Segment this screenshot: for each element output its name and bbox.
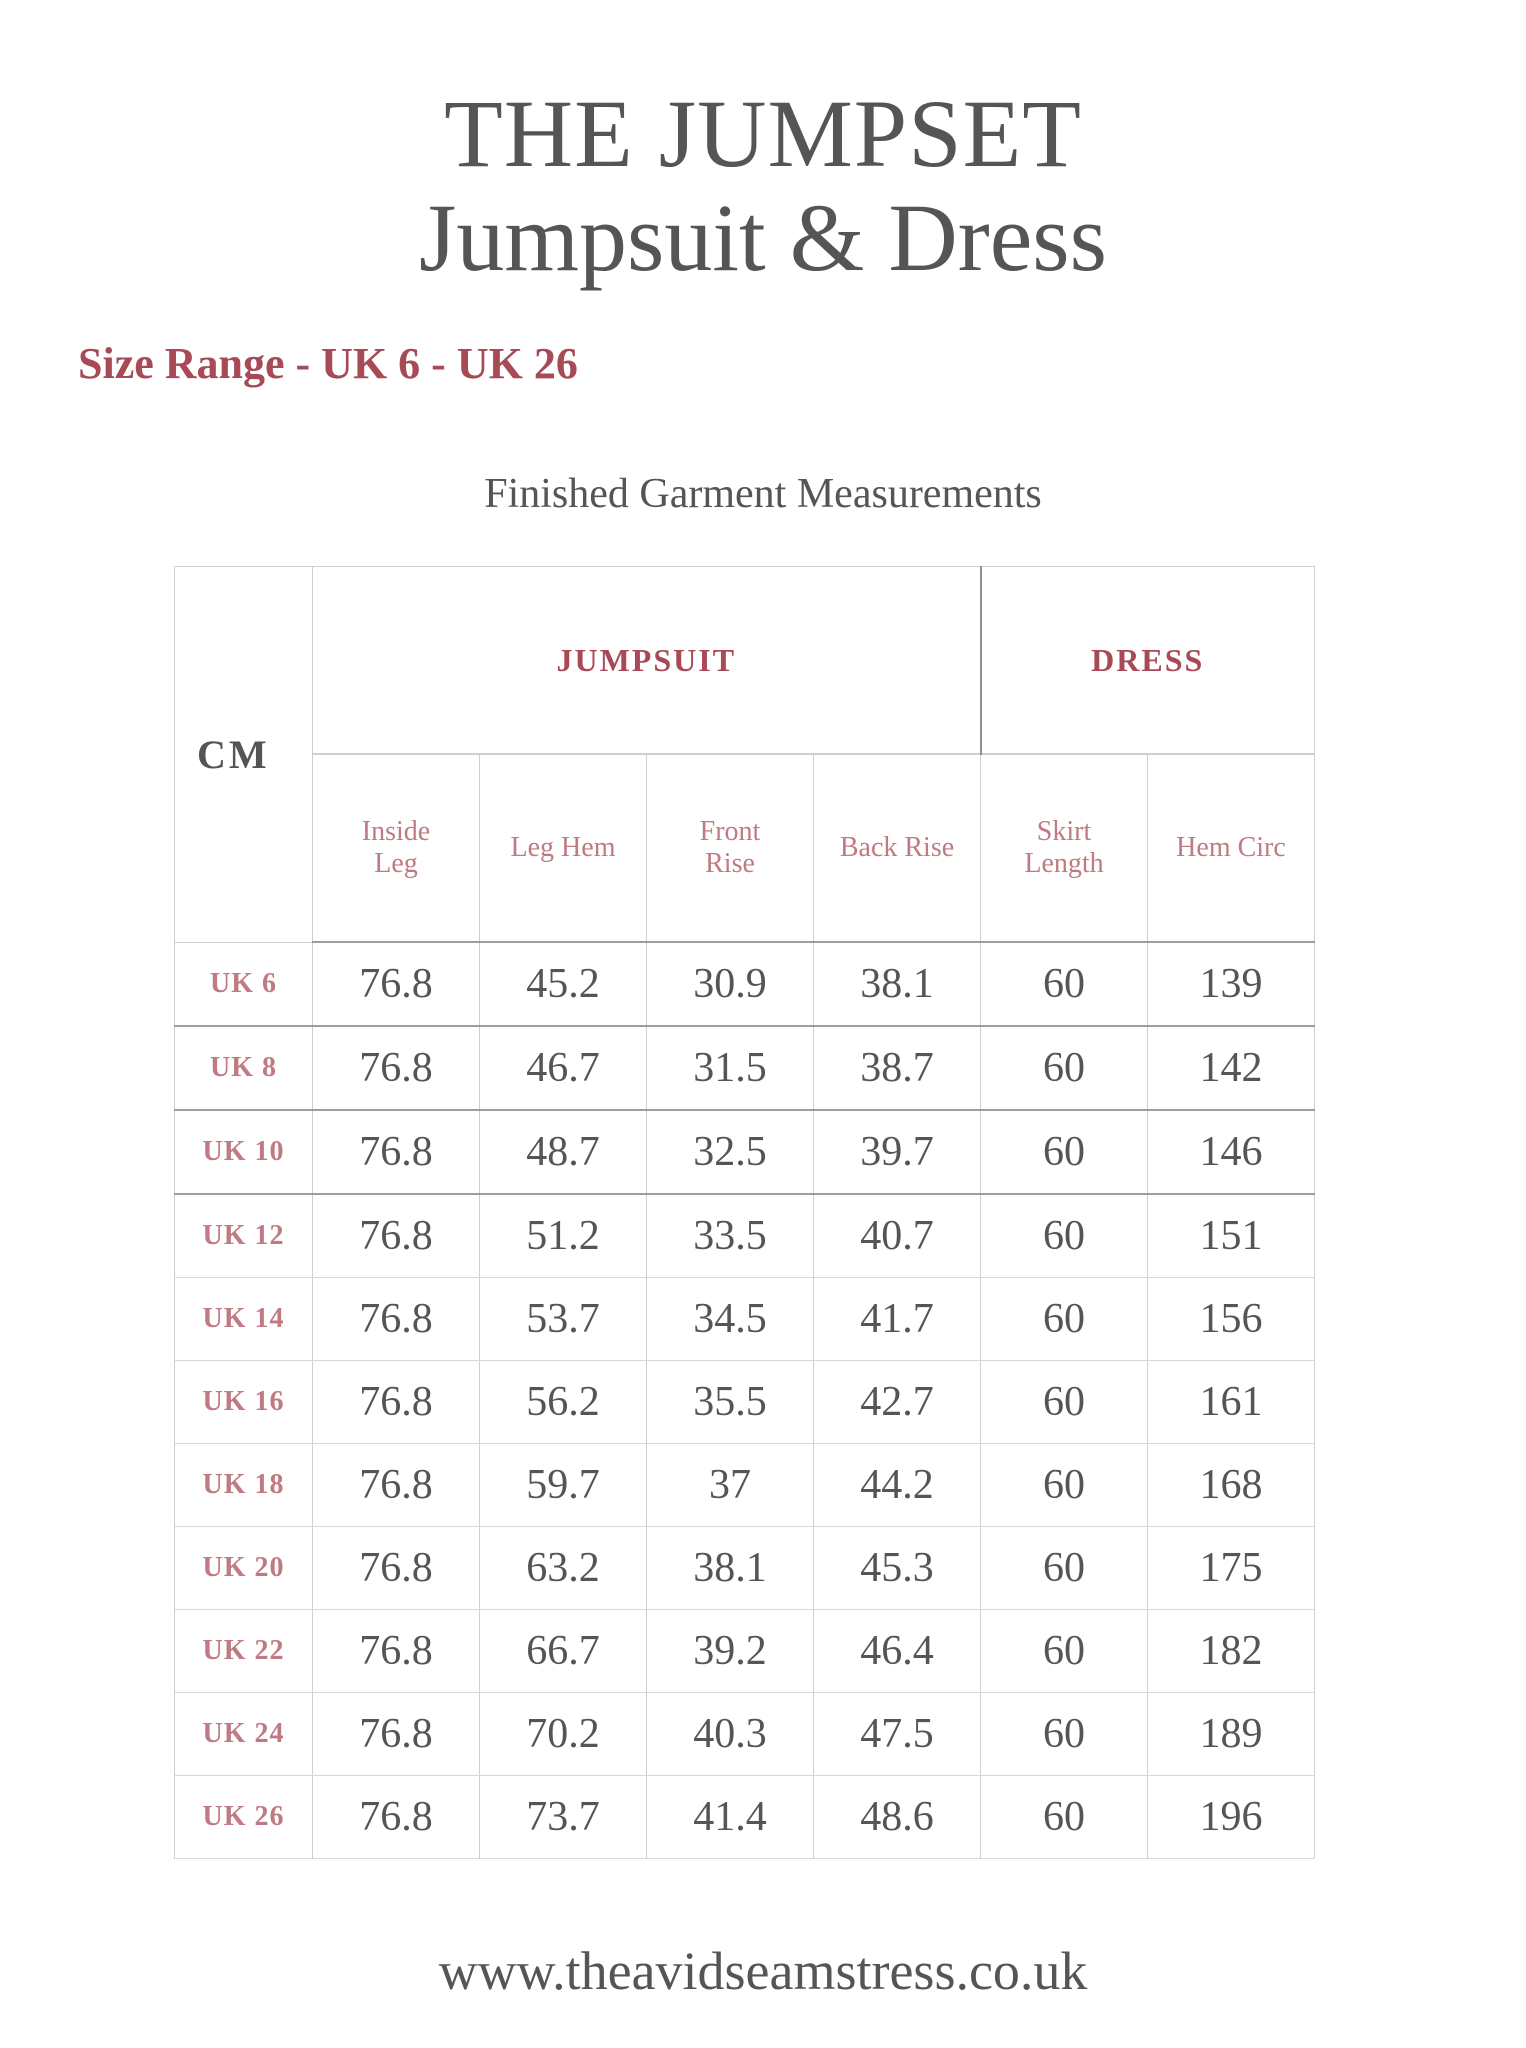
column-header [1148,754,1315,942]
measurement-value: 146 [1148,1110,1315,1194]
page-subtitle-product: Jumpsuit & Dress [418,184,1108,291]
table-row [175,1610,1315,1693]
unit-header: CM [175,567,313,943]
size-label: UK 26 [175,1776,313,1859]
measurement-value: 38.1 [647,1527,814,1610]
measurement-value: 76.8 [313,1776,480,1859]
measurement-value: 59.7 [480,1444,647,1527]
measurement-value: 76.8 [313,1194,480,1278]
measurement-value: 189 [1148,1693,1315,1776]
table-column-header-row [175,754,1315,942]
measurement-value: 168 [1148,1444,1315,1527]
size-label: UK 10 [175,1110,313,1194]
measurement-value: 182 [1148,1610,1315,1693]
measurement-value: 161 [1148,1361,1315,1444]
measurement-value: 47.5 [814,1693,981,1776]
measurement-value: 76.8 [313,1361,480,1444]
size-label: UK 14 [175,1278,313,1361]
size-label: UK 8 [175,1026,313,1110]
measurement-value: 34.5 [647,1278,814,1361]
table-row [175,1194,1315,1278]
page-title: THE JUMPSET [444,80,1082,187]
table-row [175,942,1315,1026]
measurement-value: 60 [981,1693,1148,1776]
measurement-value: 76.8 [313,942,480,1026]
table-row [175,1110,1315,1194]
table-row [175,1776,1315,1859]
measurement-value: 66.7 [480,1610,647,1693]
column-header [981,754,1148,942]
measurement-value: 45.3 [814,1527,981,1610]
size-label: UK 12 [175,1194,313,1278]
measurement-value: 40.7 [814,1194,981,1278]
measurement-value: 56.2 [480,1361,647,1444]
column-header-line: Hem Circ [1176,832,1286,863]
measurement-value: 60 [981,1026,1148,1110]
measurement-value: 60 [981,1527,1148,1610]
measurement-value: 48.6 [814,1776,981,1859]
measurements-table [174,566,1315,1859]
measurement-value: 44.2 [814,1444,981,1527]
measurement-value: 60 [981,942,1148,1026]
column-header-line: Rise [705,848,755,879]
size-label: UK 22 [175,1610,313,1693]
measurement-value: 76.8 [313,1610,480,1693]
measurement-value: 41.4 [647,1776,814,1859]
measurement-value: 76.8 [313,1693,480,1776]
group-header-dress: DRESS [981,567,1315,755]
column-header [313,754,480,942]
table-row [175,1444,1315,1527]
measurement-value: 60 [981,1361,1148,1444]
size-label: UK 20 [175,1527,313,1610]
measurement-value: 76.8 [313,1444,480,1527]
measurement-value: 46.7 [480,1026,647,1110]
measurement-value: 48.7 [480,1110,647,1194]
title-block [0,82,1526,290]
measurement-value: 32.5 [647,1110,814,1194]
measurement-value: 37 [647,1444,814,1527]
measurement-value: 30.9 [647,942,814,1026]
measurement-value: 73.7 [480,1776,647,1859]
column-header [814,754,981,942]
measurement-value: 196 [1148,1776,1315,1859]
column-header-line: Leg [374,848,418,879]
measurement-value: 45.2 [480,942,647,1026]
measurement-value: 70.2 [480,1693,647,1776]
table-row [175,1527,1315,1610]
measurement-value: 60 [981,1444,1148,1527]
measurement-value: 31.5 [647,1026,814,1110]
size-label: UK 6 [175,942,313,1026]
column-header-line: Inside [361,816,431,847]
measurement-value: 33.5 [647,1194,814,1278]
measurement-value: 60 [981,1110,1148,1194]
measurement-value: 39.7 [814,1110,981,1194]
table-row [175,1361,1315,1444]
measurement-value: 51.2 [480,1194,647,1278]
measurement-value: 39.2 [647,1610,814,1693]
measurement-value: 41.7 [814,1278,981,1361]
table-caption: Finished Garment Measurements [484,471,1042,517]
table-row [175,1278,1315,1361]
measurement-value: 40.3 [647,1693,814,1776]
column-header-line: Skirt [1036,816,1092,847]
measurement-value: 139 [1148,942,1315,1026]
measurement-value: 53.7 [480,1278,647,1361]
measurement-value: 60 [981,1194,1148,1278]
size-label: UK 24 [175,1693,313,1776]
measurement-value: 35.5 [647,1361,814,1444]
column-header-line: Back Rise [839,832,955,863]
size-label: UK 16 [175,1361,313,1444]
measurement-value: 151 [1148,1194,1315,1278]
measurement-value: 38.1 [814,942,981,1026]
column-header-line: Front [699,816,761,847]
measurement-value: 76.8 [313,1110,480,1194]
measurement-value: 42.7 [814,1361,981,1444]
table-row [175,1693,1315,1776]
measurement-value: 60 [981,1610,1148,1693]
measurement-value: 76.8 [313,1527,480,1610]
measurement-value: 76.8 [313,1278,480,1361]
column-header-line: Length [1024,848,1104,879]
group-header-jumpsuit: JUMPSUIT [313,567,981,755]
column-header [480,754,647,942]
measurement-value: 76.8 [313,1026,480,1110]
table-row [175,1026,1315,1110]
column-header-line: Leg Hem [510,832,616,863]
website-url: www.theavidseamstress.co.uk [438,1941,1088,2001]
measurement-value: 60 [981,1776,1148,1859]
table-group-header-row [175,567,1315,755]
size-label: UK 18 [175,1444,313,1527]
size-range-label: Size Range - UK 6 - UK 26 [78,339,578,388]
measurement-value: 46.4 [814,1610,981,1693]
measurement-value: 60 [981,1278,1148,1361]
table-body [175,942,1315,1859]
measurement-value: 63.2 [480,1527,647,1610]
measurement-value: 156 [1148,1278,1315,1361]
measurement-value: 175 [1148,1527,1315,1610]
column-header [647,754,814,942]
measurement-value: 142 [1148,1026,1315,1110]
measurement-value: 38.7 [814,1026,981,1110]
